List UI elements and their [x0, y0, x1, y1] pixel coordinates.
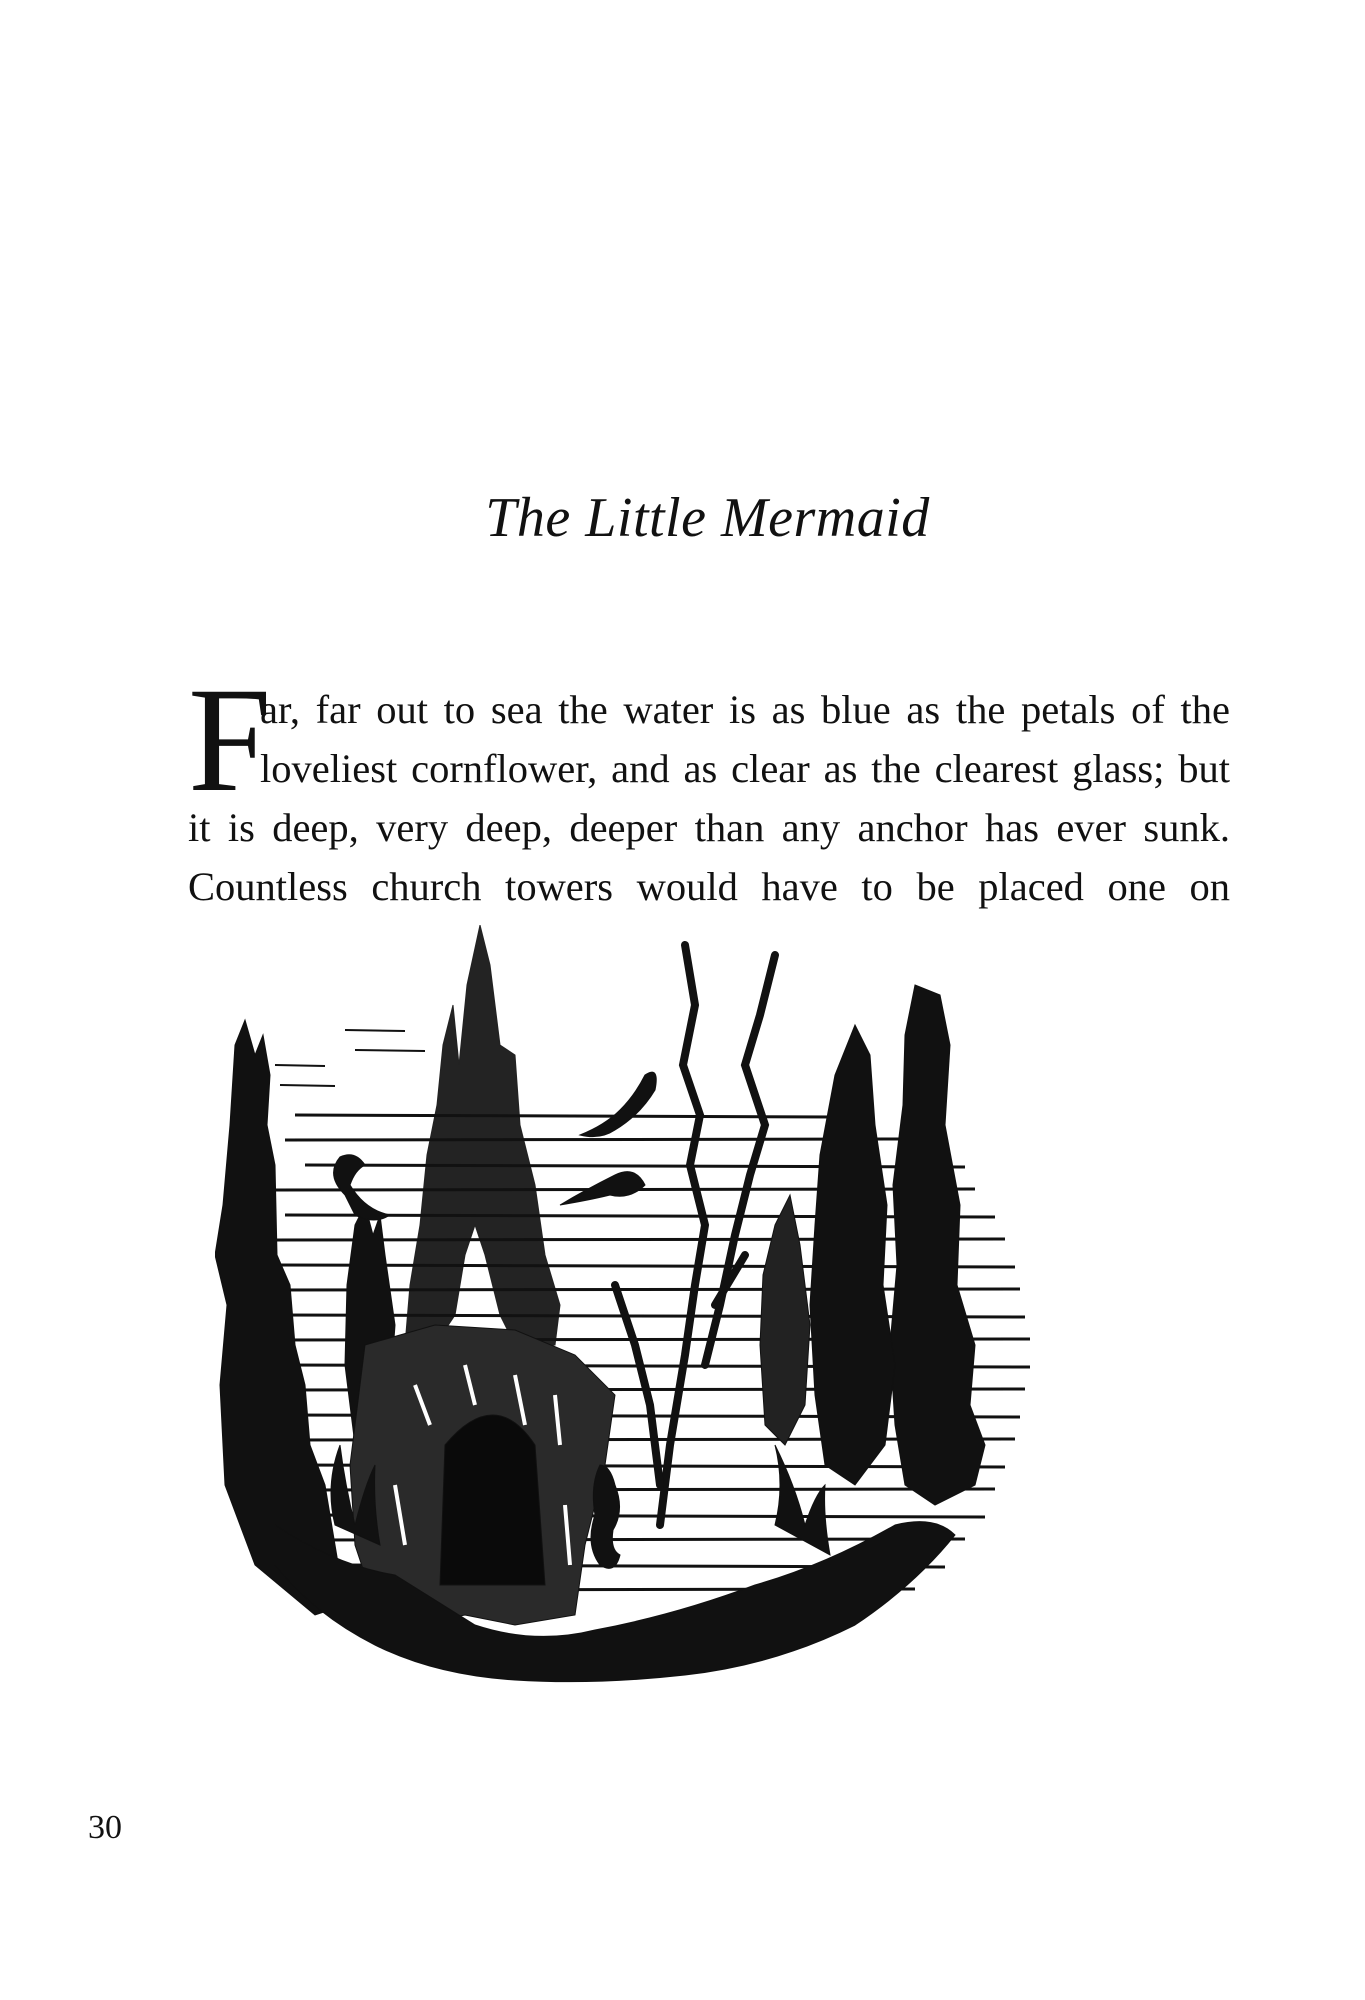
- chapter-title: The Little Mermaid: [485, 487, 930, 549]
- castle-illustration: [215, 925, 1190, 1790]
- castle-spire: [405, 925, 560, 1345]
- left-rock-formation: [215, 1020, 345, 1615]
- right-mid-rock: [810, 1025, 895, 1485]
- right-tall-rock: [890, 985, 985, 1505]
- page-number: 30: [88, 1809, 122, 1846]
- seahorse-figure: [591, 1465, 620, 1568]
- right-small-ruin: [760, 1195, 810, 1445]
- text-line-1: ar, far out to sea the water is as blue as the petals of the: [260, 687, 1230, 732]
- castle-archway: [440, 1415, 545, 1585]
- body-text: [188, 657, 1230, 916]
- drop-cap: F: [188, 657, 272, 823]
- text-line-3: it is deep, very deep, deeper than any anchor has ever sunk.: [188, 805, 1230, 850]
- text-line-4: Countless church towers would have to be placed one on: [188, 864, 1230, 909]
- mermaid-upper-figure: [580, 1072, 656, 1137]
- text-line-2: loveliest cornflower, and as clear as the clearest glass; but: [260, 746, 1230, 791]
- illustration-drawing: [215, 925, 1190, 1790]
